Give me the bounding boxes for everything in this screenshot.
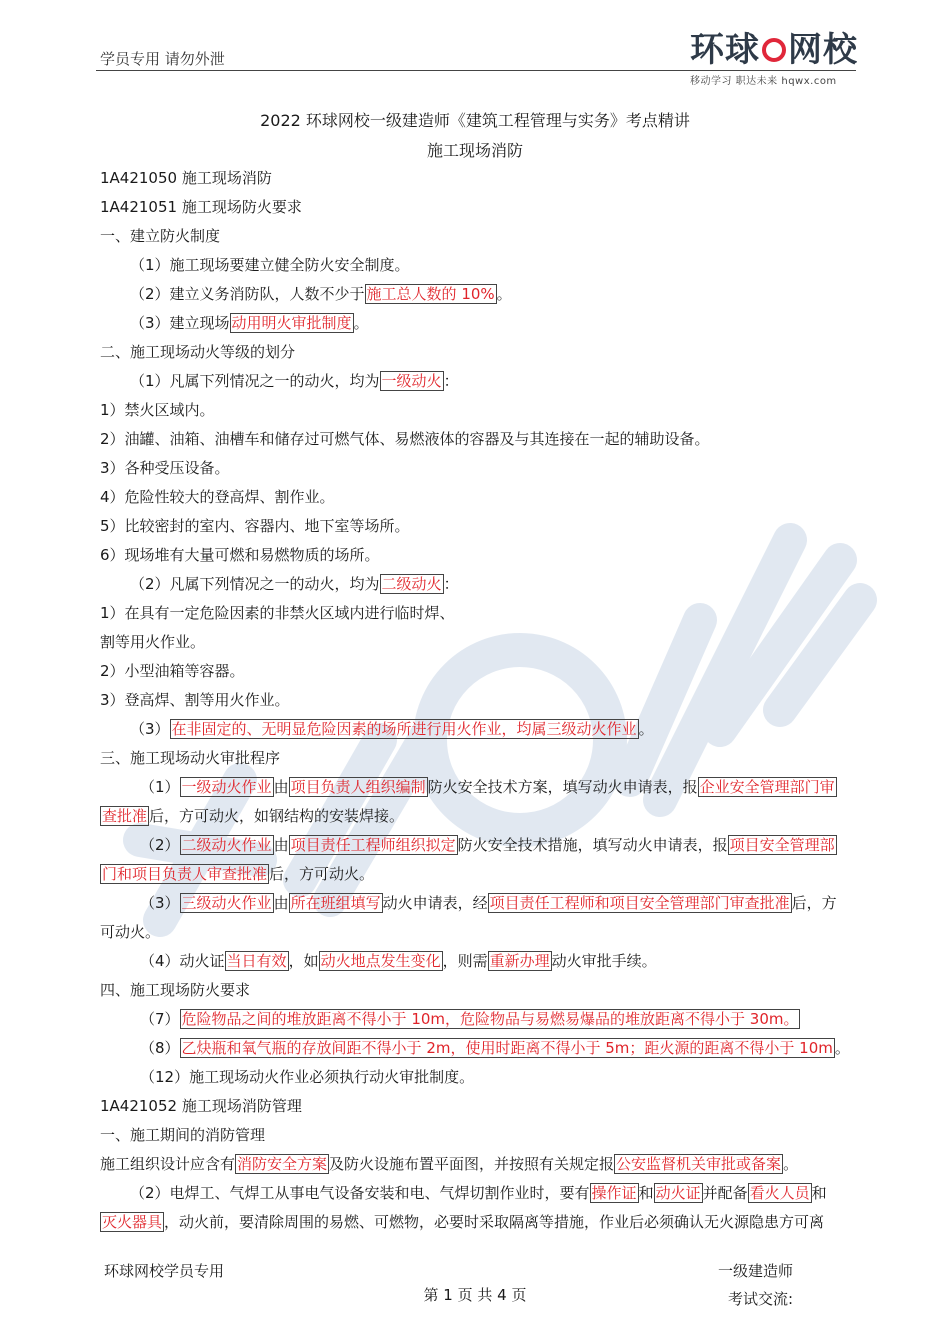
text-segment: （2）凡属下列情况之一的动火，均为 — [130, 575, 380, 593]
text-line — [100, 541, 870, 570]
logo-tagline: 移动学习 职达未来 hqwx.com — [690, 76, 837, 87]
play-circle-icon — [762, 38, 786, 62]
text-segment: （7） — [140, 1010, 180, 1028]
text-segment: 1A421051 施工现场防火要求 — [100, 198, 302, 216]
footer-note: 环球网校学员专用 — [104, 1262, 225, 1280]
text-segment: 5）比较密封的室内、容器内、地下室等场所。 — [100, 517, 410, 535]
text-line — [100, 454, 870, 483]
text-line — [100, 164, 870, 193]
text-segment: 动火审批手续。 — [551, 952, 657, 970]
text-line — [100, 222, 870, 251]
text-line — [100, 425, 870, 454]
text-segment: 后，方可动火，如钢结构的安装焊接。 — [149, 807, 405, 825]
text-segment: 施工组织设计应含有 — [100, 1155, 236, 1173]
text-line — [100, 570, 870, 599]
text-line — [100, 1179, 870, 1208]
text-segment: （2）建立义务消防队，人数不少于 — [130, 285, 365, 303]
text-segment: 。 — [834, 1039, 850, 1057]
highlighted-term: 门和项目负责人审查批准 — [102, 865, 268, 883]
text-segment: ，如 — [288, 952, 319, 970]
text-line — [100, 1150, 870, 1179]
text-segment: （3） — [140, 894, 180, 912]
text-line — [100, 686, 870, 715]
text-segment: （12）施工现场动火作业必须执行动火审批制度。 — [140, 1068, 475, 1086]
highlighted-term: 动火证 — [655, 1184, 701, 1202]
text-segment: 和 — [811, 1184, 827, 1202]
text-segment: ，动火前，要清除周围的易燃、可燃物，必要时采取隔离等措施，作业后必须确认无火源隐患方可离 — [164, 1213, 825, 1231]
highlighted-term: 项目负责人组织编制 — [290, 778, 426, 796]
text-line — [100, 1034, 870, 1063]
text-line — [100, 773, 870, 802]
highlighted-term: 当日有效 — [226, 952, 287, 970]
text-segment: （1） — [140, 778, 180, 796]
text-line — [100, 802, 870, 831]
text-segment: 6）现场堆有大量可燃和易燃物质的场所。 — [100, 546, 380, 564]
text-segment: 3）各种受压设备。 — [100, 459, 230, 477]
highlighted-term: 消防安全方案 — [237, 1155, 328, 1173]
highlighted-term: 动火地点发生变化 — [320, 952, 441, 970]
text-segment: 防火安全技术方案，填写动火申请表，报 — [427, 778, 698, 796]
text-segment: 割等用火作业。 — [100, 633, 206, 651]
highlighted-term: 动用明火审批制度 — [231, 314, 352, 332]
text-line — [100, 889, 870, 918]
text-segment: 由 — [273, 894, 289, 912]
text-segment: 1）禁火区域内。 — [100, 401, 215, 419]
text-segment: 2）油罐、油箱、油槽车和储存过可燃气体、易燃液体的容器及与其连接在一起的辅助设备。 — [100, 430, 710, 448]
text-segment: 。 — [638, 720, 654, 738]
highlighted-term: 公安监督机关审批或备案 — [616, 1155, 782, 1173]
highlighted-term: 危险物品之间的堆放距离不得小于 10m，危险物品与易燃易爆品的堆放距离不得小于 30m。 — [181, 1010, 799, 1028]
text-segment: ： — [443, 575, 459, 593]
text-line — [100, 918, 870, 947]
text-segment: （3） — [130, 720, 170, 738]
text-segment: 1A421052 施工现场消防管理 — [100, 1097, 302, 1115]
highlighted-term: 企业安全管理部门审 — [699, 778, 835, 796]
text-segment: 。 — [496, 285, 512, 303]
text-line — [100, 1063, 870, 1092]
logo-text-part1: 环球 — [690, 30, 760, 70]
text-segment: 可动火。 — [100, 923, 161, 941]
text-line — [100, 831, 870, 860]
text-segment: 二、施工现场动火等级的划分 — [100, 343, 296, 361]
text-segment: 防火安全技术措施，填写动火申请表，报 — [457, 836, 728, 854]
document-body — [100, 164, 870, 1237]
text-line — [100, 715, 870, 744]
text-segment: （2） — [140, 836, 180, 854]
text-line — [100, 512, 870, 541]
text-segment: 三、施工现场动火审批程序 — [100, 749, 281, 767]
text-line — [100, 1005, 870, 1034]
highlighted-term: 所在班组填写 — [290, 894, 381, 912]
text-segment: 四、施工现场防火要求 — [100, 981, 251, 999]
text-line — [100, 396, 870, 425]
text-segment: 由 — [273, 778, 289, 796]
highlighted-term: 施工总人数的 10% — [366, 285, 495, 303]
text-segment: 后，方 — [791, 894, 837, 912]
text-segment: 由 — [273, 836, 289, 854]
text-line — [100, 860, 870, 889]
footer-exam-exchange: 考试交流: — [728, 1290, 794, 1308]
text-line — [100, 599, 870, 628]
text-segment: 动火申请表，经 — [382, 894, 488, 912]
page-number: 第 1 页 共 4 页 — [423, 1286, 527, 1304]
brand-logo — [690, 30, 865, 90]
text-segment: 并配备 — [702, 1184, 748, 1202]
highlighted-term: 在非固定的、无明显危险因素的场所进行用火作业，均属三级动火作业 — [171, 720, 637, 738]
text-segment: 及防火设施布置平面图，并按照有关规定报 — [329, 1155, 615, 1173]
text-segment: 4）危险性较大的登高焊、割作业。 — [100, 488, 335, 506]
text-segment: 3）登高焊、割等用火作业。 — [100, 691, 290, 709]
text-line — [100, 309, 870, 338]
header-note: 学员专用 请勿外泄 — [100, 50, 225, 68]
text-line — [100, 1092, 870, 1121]
text-line — [100, 338, 870, 367]
text-segment: 1A421050 施工现场消防 — [100, 169, 272, 187]
highlighted-term: 项目责任工程师和项目安全管理部门审查批准 — [489, 894, 790, 912]
text-line — [100, 628, 870, 657]
text-segment: （1）施工现场要建立健全防火安全制度。 — [130, 256, 410, 274]
highlighted-term: 三级动火作业 — [181, 894, 272, 912]
document-subtitle: 施工现场消防 — [426, 141, 523, 160]
text-line — [100, 976, 870, 1005]
text-line — [100, 657, 870, 686]
text-line — [100, 367, 870, 396]
text-segment: （8） — [140, 1039, 180, 1057]
text-line — [100, 1208, 870, 1237]
text-segment: 2）小型油箱等容器。 — [100, 662, 245, 680]
highlighted-term: 看火人员 — [749, 1184, 810, 1202]
highlighted-term: 一级动火 — [381, 372, 442, 390]
text-segment: 1）在具有一定危险因素的非禁火区域内进行临时焊、 — [100, 604, 455, 622]
highlighted-term: 二级动火 — [381, 575, 442, 593]
text-segment: （3）建立现场 — [130, 314, 230, 332]
text-segment: （1）凡属下列情况之一的动火，均为 — [130, 372, 380, 390]
text-segment: （2）电焊工、气焊工从事电气设备安装和电、气焊切割作业时，要有 — [130, 1184, 590, 1202]
text-segment: 后，方可动火。 — [269, 865, 375, 883]
document-title: 2022 环球网校一级建造师《建筑工程管理与实务》考点精讲 — [260, 111, 690, 130]
text-segment: 和 — [638, 1184, 654, 1202]
text-segment: （4）动火证 — [140, 952, 225, 970]
highlighted-term: 一级动火作业 — [181, 778, 272, 796]
text-line — [100, 744, 870, 773]
text-line — [100, 251, 870, 280]
highlighted-term: 项目安全管理部 — [729, 836, 835, 854]
text-line — [100, 280, 870, 309]
highlighted-term: 灭火器具 — [102, 1213, 163, 1231]
text-segment: ，则需 — [442, 952, 488, 970]
highlighted-term: 操作证 — [591, 1184, 637, 1202]
text-line — [100, 193, 870, 222]
highlighted-term: 二级动火作业 — [181, 836, 272, 854]
footer-exam-name: 一级建造师 — [718, 1262, 794, 1280]
highlighted-term: 重新办理 — [489, 952, 550, 970]
text-segment: ： — [443, 372, 459, 390]
highlighted-term: 项目责任工程师组织拟定 — [290, 836, 456, 854]
text-segment: 。 — [353, 314, 369, 332]
text-segment: 一、施工期间的消防管理 — [100, 1126, 266, 1144]
logo-text-part2: 网校 — [788, 30, 858, 70]
text-segment: 。 — [783, 1155, 799, 1173]
highlighted-term: 乙炔瓶和氧气瓶的存放间距不得小于 2m，使用时距离不得小于 5m；距火源的距离不得小于 10m — [181, 1039, 833, 1057]
text-line — [100, 483, 870, 512]
highlighted-term: 查批准 — [102, 807, 148, 825]
text-segment: 一、建立防火制度 — [100, 227, 221, 245]
text-line — [100, 947, 870, 976]
text-line — [100, 1121, 870, 1150]
